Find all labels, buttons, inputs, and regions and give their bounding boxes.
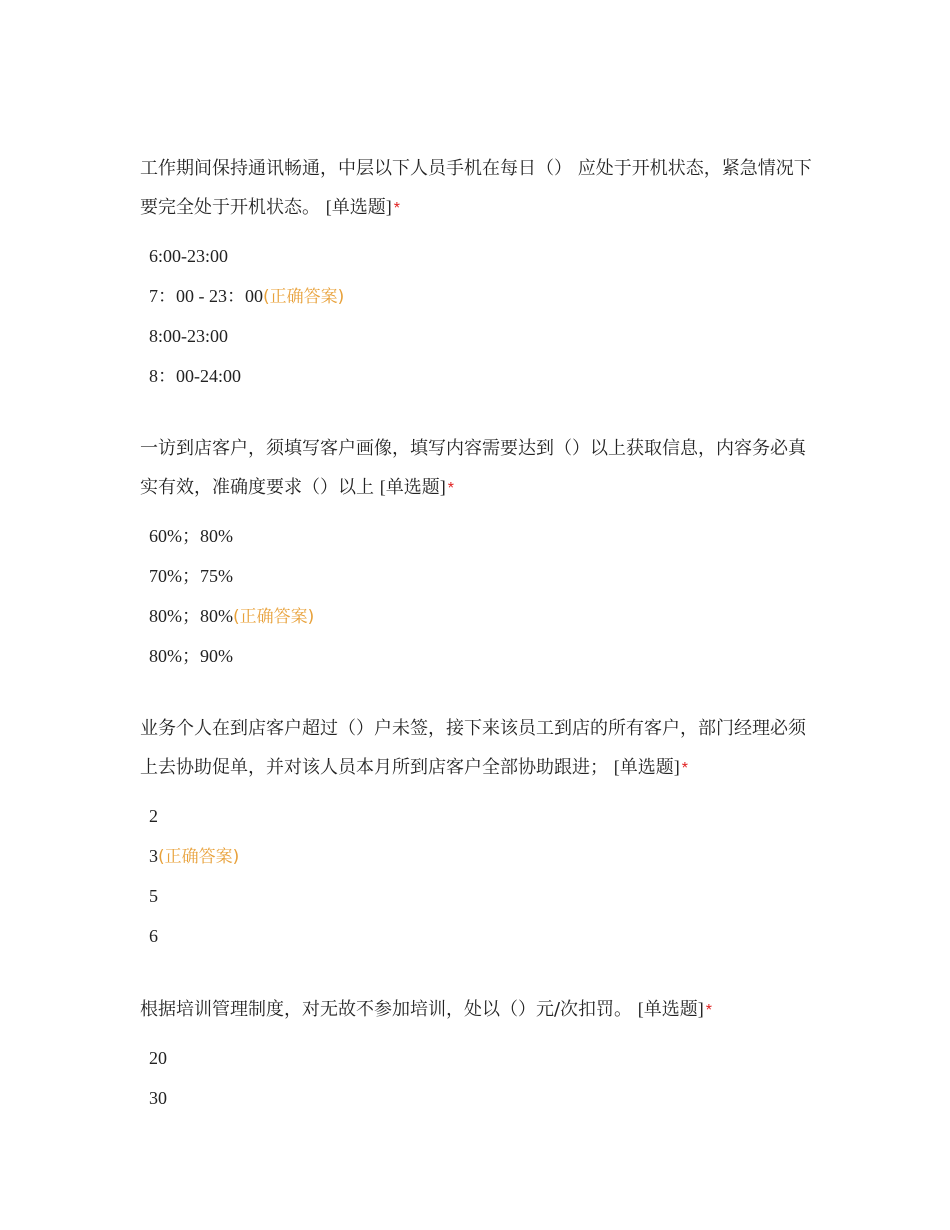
- question-type-label: [单选题]: [325, 197, 392, 217]
- question-text: 业务个人在到店客户超过（）户未签，接下来该员工到店的所有客户，部门经理必须上去协助促单，并对该人员本月所到店客户全部协助跟进；: [140, 718, 806, 778]
- required-marker: *: [705, 1002, 713, 1019]
- question-text: 一访到店客户，须填写客户画像，填写内容需要达到（）以上获取信息，内容务必真实有效，准确度要求（）以上: [140, 438, 806, 498]
- question-title: [140, 150, 820, 228]
- question-title: [140, 430, 820, 508]
- options-list: [140, 516, 820, 676]
- question-1: [140, 150, 820, 396]
- option-item[interactable]: [149, 836, 820, 876]
- option-item[interactable]: [149, 556, 820, 596]
- option-item[interactable]: [149, 876, 820, 916]
- correct-answer-tag: (正确答案): [233, 607, 315, 627]
- option-label: 3: [149, 846, 158, 866]
- option-label: 8:00-23:00: [149, 326, 228, 346]
- question-text: 工作期间保持通讯畅通，中层以下人员手机在每日（） 应处于开机状态，紧急情况下要完全处于开机状态。: [140, 158, 812, 218]
- option-item[interactable]: [149, 516, 820, 556]
- option-label: 5: [149, 886, 158, 906]
- question-type-label: [单选题]: [613, 757, 680, 777]
- option-item[interactable]: [149, 1078, 820, 1118]
- option-label: 80%；80%: [149, 606, 233, 626]
- question-title: [140, 990, 820, 1030]
- required-marker: *: [447, 480, 454, 497]
- option-item[interactable]: [149, 596, 820, 636]
- option-label: 6:00-23:00: [149, 246, 228, 266]
- question-title: [140, 710, 820, 788]
- option-label: 70%；75%: [149, 566, 233, 586]
- option-item[interactable]: [149, 636, 820, 676]
- options-list: [140, 236, 820, 396]
- option-item[interactable]: [149, 796, 820, 836]
- option-label: 8：00-24:00: [149, 366, 241, 386]
- options-list: [140, 796, 820, 956]
- question-3: [140, 710, 820, 956]
- option-item[interactable]: [149, 236, 820, 276]
- question-2: [140, 430, 820, 676]
- question-text: 根据培训管理制度，对无故不参加培训，处以（）元/次扣罚。: [140, 999, 633, 1020]
- option-item[interactable]: [149, 356, 820, 396]
- option-label: 60%；80%: [149, 526, 233, 546]
- option-label: 80%；90%: [149, 646, 233, 666]
- question-type-label: [单选题]: [637, 999, 704, 1019]
- option-item[interactable]: [149, 1038, 820, 1078]
- option-item[interactable]: [149, 316, 820, 356]
- option-item[interactable]: [149, 276, 820, 316]
- question-type-label: [单选题]: [379, 477, 446, 497]
- required-marker: *: [681, 760, 688, 777]
- option-label: 7：00 - 23：00: [149, 286, 263, 306]
- option-label: 30: [149, 1088, 167, 1108]
- required-marker: *: [393, 200, 400, 217]
- option-item[interactable]: [149, 916, 820, 956]
- question-4: [140, 990, 820, 1118]
- correct-answer-tag: (正确答案): [158, 847, 240, 867]
- option-label: 2: [149, 806, 158, 826]
- option-label: 6: [149, 926, 158, 946]
- correct-answer-tag: (正确答案): [263, 287, 345, 307]
- option-label: 20: [149, 1048, 167, 1068]
- options-list: [140, 1038, 820, 1118]
